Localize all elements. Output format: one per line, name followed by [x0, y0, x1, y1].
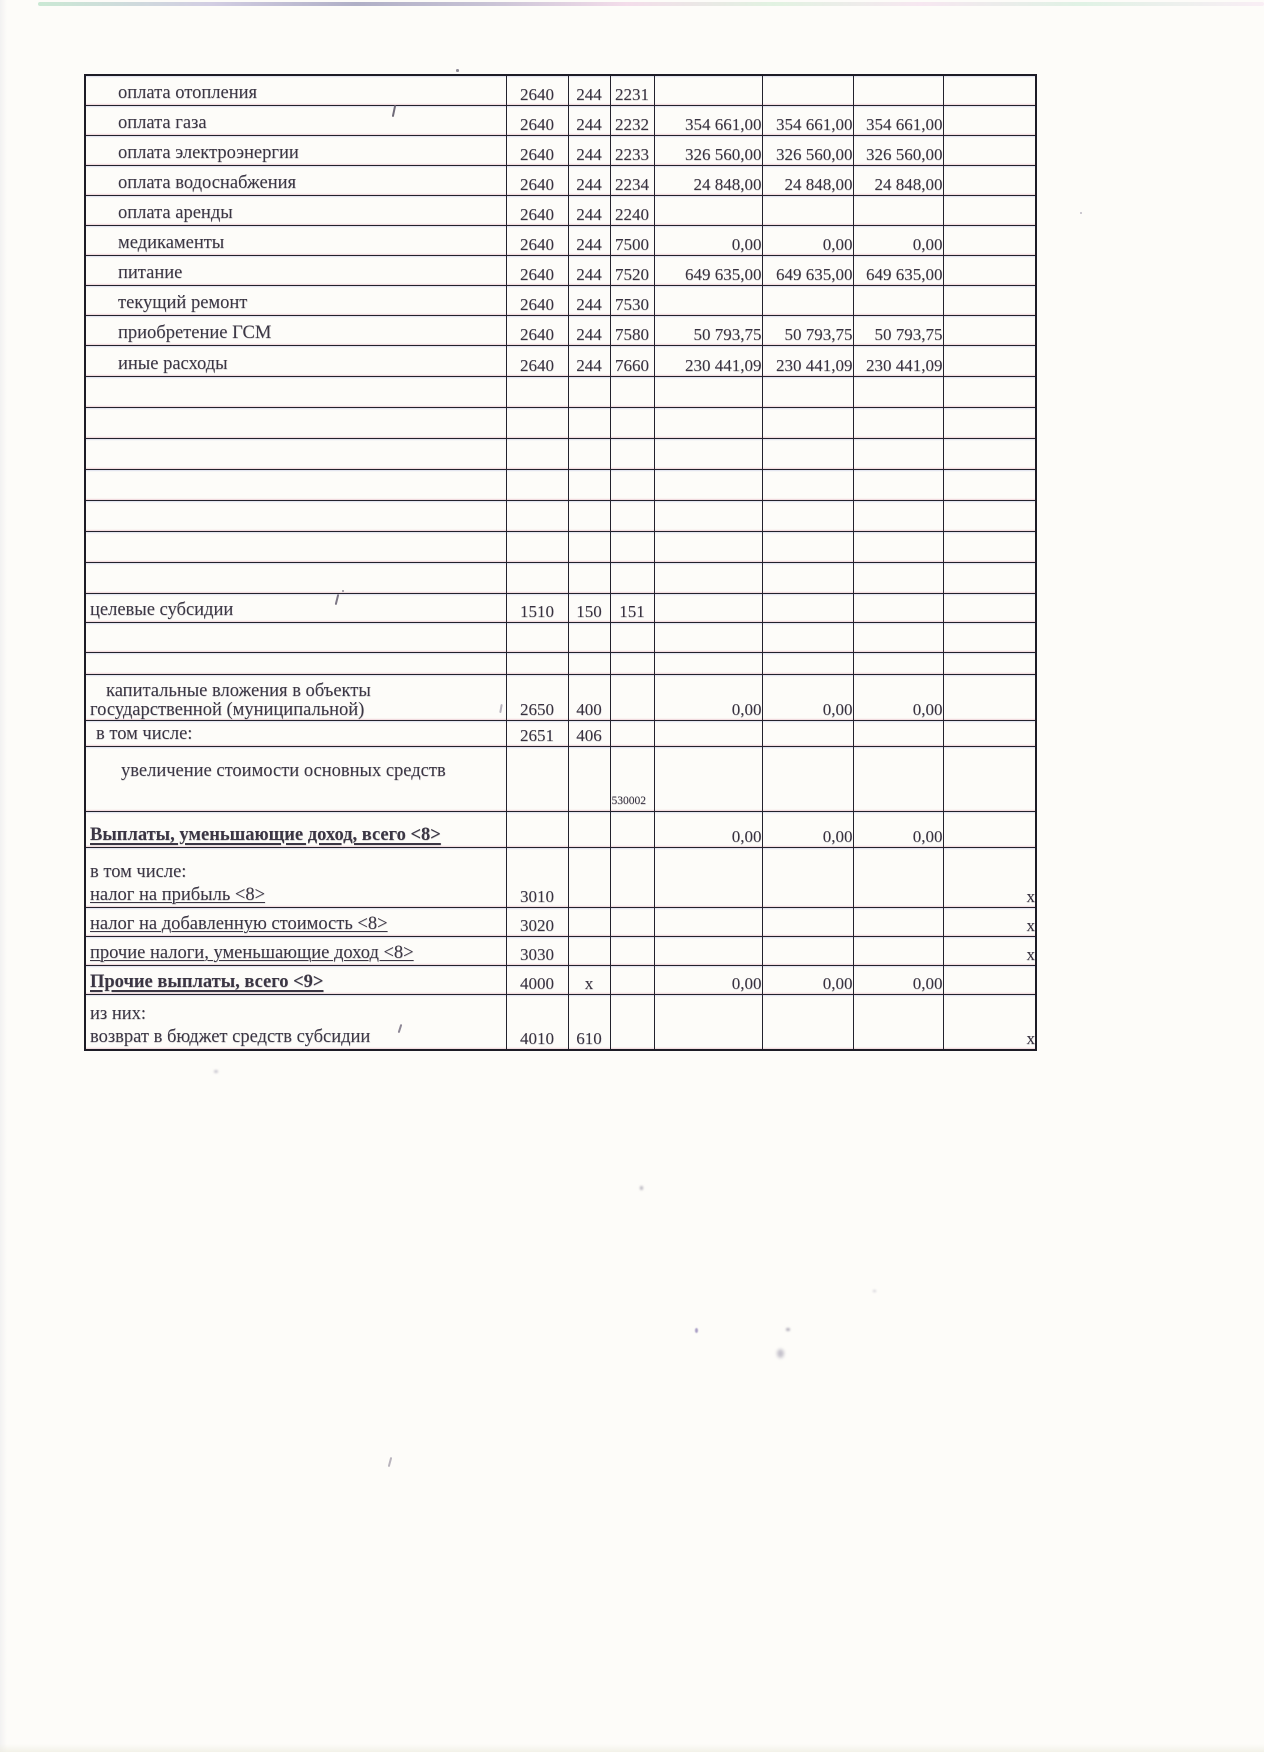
- row-label-cell: [85, 105, 506, 135]
- amount-cell: [853, 500, 943, 531]
- code-cell: 150: [568, 593, 610, 622]
- code-cell: [568, 936, 610, 965]
- row-label: оплата газа: [118, 112, 207, 133]
- code-cell: 4010: [506, 994, 568, 1050]
- code-cell: [506, 622, 568, 652]
- code-cell: 244: [568, 225, 610, 255]
- row-label: Выплаты, уменьшающие доход, всего <8>: [90, 824, 441, 845]
- table-row: [85, 746, 1036, 811]
- code-cell: [610, 994, 654, 1050]
- code-cell: 2640: [506, 285, 568, 315]
- code-cell: 2231: [610, 75, 654, 105]
- code-cell: 7580: [610, 315, 654, 345]
- flag-cell: [943, 500, 1036, 531]
- amount-cell: [853, 531, 943, 562]
- row-label-cell: [85, 376, 506, 407]
- row-label: оплата аренды: [118, 202, 233, 223]
- amount-cell: [853, 438, 943, 469]
- row-label-cell: [85, 847, 506, 907]
- amount-cell: [853, 195, 943, 225]
- amount-cell: [654, 720, 762, 746]
- code-cell: [506, 811, 568, 847]
- amount-cell: [762, 936, 853, 965]
- amount-cell: [654, 847, 762, 907]
- flag-cell: [943, 531, 1036, 562]
- amount-cell: 326 560,00: [654, 135, 762, 165]
- table-row: [85, 438, 1036, 469]
- table-row: [85, 936, 1036, 965]
- amount-cell: [853, 469, 943, 500]
- code-cell: [506, 531, 568, 562]
- amount-cell: 0,00: [853, 965, 943, 994]
- amount-cell: [654, 562, 762, 593]
- flag-cell: [943, 105, 1036, 135]
- code-cell: [568, 376, 610, 407]
- code-cell: [506, 376, 568, 407]
- table-row: [85, 593, 1036, 622]
- amount-cell: [762, 500, 853, 531]
- code-cell: [506, 746, 568, 811]
- amount-cell: [853, 407, 943, 438]
- code-cell: 244: [568, 345, 610, 376]
- amount-cell: 230 441,09: [762, 345, 853, 376]
- row-label-cell: [85, 345, 506, 376]
- amount-cell: 0,00: [654, 965, 762, 994]
- amount-cell: 0,00: [853, 811, 943, 847]
- code-cell: 400: [568, 674, 610, 720]
- amount-cell: [853, 376, 943, 407]
- amount-cell: 354 661,00: [654, 105, 762, 135]
- row-label-cell: [85, 965, 506, 994]
- code-cell: x: [568, 965, 610, 994]
- code-cell: [568, 622, 610, 652]
- amount-cell: [654, 500, 762, 531]
- code-cell: 244: [568, 255, 610, 285]
- code-cell: 2640: [506, 135, 568, 165]
- amount-cell: [853, 847, 943, 907]
- amount-cell: [853, 907, 943, 936]
- amount-cell: 50 793,75: [853, 315, 943, 345]
- amount-cell: [762, 907, 853, 936]
- code-cell: [506, 500, 568, 531]
- flag-cell: x: [943, 847, 1036, 907]
- row-label: капитальные вложения в объекты: [106, 680, 371, 701]
- amount-cell: 0,00: [762, 225, 853, 255]
- amount-cell: [762, 531, 853, 562]
- amount-cell: [762, 746, 853, 811]
- amount-cell: [762, 285, 853, 315]
- amount-cell: [762, 847, 853, 907]
- table-row: [85, 622, 1036, 652]
- table-row: [85, 315, 1036, 345]
- amount-cell: [762, 376, 853, 407]
- row-label: текущий ремонт: [118, 292, 248, 313]
- flag-cell: [943, 225, 1036, 255]
- amount-cell: [853, 562, 943, 593]
- amount-cell: [853, 285, 943, 315]
- code-cell: [610, 376, 654, 407]
- scan-speck: [640, 1186, 643, 1190]
- code-cell: 244: [568, 165, 610, 195]
- amount-cell: [762, 593, 853, 622]
- amount-cell: [762, 469, 853, 500]
- code-cell: 2640: [506, 75, 568, 105]
- code-cell: 7500: [610, 225, 654, 255]
- amount-cell: 24 848,00: [853, 165, 943, 195]
- code-cell: 2640: [506, 165, 568, 195]
- flag-cell: [943, 652, 1036, 674]
- table-row: [85, 531, 1036, 562]
- flag-cell: [943, 720, 1036, 746]
- code-cell: [506, 562, 568, 593]
- table-row: [85, 652, 1036, 674]
- code-cell: [568, 531, 610, 562]
- code-cell: 2232: [610, 105, 654, 135]
- amount-cell: [853, 720, 943, 746]
- code-cell: [610, 907, 654, 936]
- table-row: [85, 75, 1036, 105]
- code-cell: 406: [568, 720, 610, 746]
- amount-cell: 0,00: [853, 674, 943, 720]
- amount-cell: 0,00: [654, 811, 762, 847]
- scan-speck: [214, 1070, 218, 1073]
- row-label-cell: [85, 165, 506, 195]
- table-row: [85, 811, 1036, 847]
- row-label-cell: [85, 652, 506, 674]
- code-cell: [568, 469, 610, 500]
- amount-cell: [654, 438, 762, 469]
- code-cell: [610, 720, 654, 746]
- amount-cell: [654, 407, 762, 438]
- code-cell: 244: [568, 315, 610, 345]
- code-cell: 2640: [506, 225, 568, 255]
- amount-cell: [654, 652, 762, 674]
- flag-cell: [943, 746, 1036, 811]
- row-label: прочие налоги, уменьшающие доход <8>: [90, 942, 414, 963]
- code-cell: 244: [568, 285, 610, 315]
- row-label-cell: [85, 531, 506, 562]
- row-label-cell: [85, 994, 506, 1050]
- table-row: [85, 500, 1036, 531]
- flag-cell: [943, 255, 1036, 285]
- flag-cell: [943, 407, 1036, 438]
- row-label-cell: [85, 811, 506, 847]
- amount-cell: 649 635,00: [654, 255, 762, 285]
- pen-mark: [388, 1457, 392, 1467]
- row-label: питание: [118, 262, 183, 283]
- row-label-cell: [85, 907, 506, 936]
- code-cell: [610, 652, 654, 674]
- amount-cell: 649 635,00: [853, 255, 943, 285]
- code-cell: 2240: [610, 195, 654, 225]
- row-label: иные расходы: [118, 353, 228, 374]
- amount-cell: [762, 407, 853, 438]
- row-label: оплата отопления: [118, 82, 258, 103]
- flag-cell: [943, 285, 1036, 315]
- row-label-cell: [85, 593, 506, 622]
- code-cell: [568, 907, 610, 936]
- scan-speck: [786, 1328, 790, 1331]
- table-row: [85, 105, 1036, 135]
- table-row: [85, 255, 1036, 285]
- row-label: оплата электроэнергии: [118, 142, 299, 163]
- row-label: возврат в бюджет средств субсидии: [90, 1027, 371, 1047]
- code-cell: 2640: [506, 345, 568, 376]
- code-cell: [568, 407, 610, 438]
- code-cell: 2640: [506, 195, 568, 225]
- amount-cell: [654, 195, 762, 225]
- flag-cell: x: [943, 994, 1036, 1050]
- row-label-cell: [85, 75, 506, 105]
- code-cell: [610, 562, 654, 593]
- amount-cell: 24 848,00: [762, 165, 853, 195]
- code-cell: [568, 562, 610, 593]
- code-cell: 1510: [506, 593, 568, 622]
- flag-cell: [943, 811, 1036, 847]
- row-label-cell: [85, 746, 506, 811]
- amount-cell: [762, 562, 853, 593]
- flag-cell: [943, 135, 1036, 165]
- code-cell: 3020: [506, 907, 568, 936]
- amount-cell: [853, 652, 943, 674]
- amount-cell: 326 560,00: [853, 135, 943, 165]
- flag-cell: [943, 315, 1036, 345]
- row-label: в том числе:: [90, 861, 187, 882]
- flag-cell: [943, 195, 1036, 225]
- code-cell: [610, 811, 654, 847]
- code-cell: [506, 652, 568, 674]
- code-cell: 7530: [610, 285, 654, 315]
- scan-artifact-bottom-edge: [0, 1744, 1264, 1752]
- row-label-cell: [85, 469, 506, 500]
- amount-cell: 0,00: [654, 225, 762, 255]
- flag-cell: [943, 165, 1036, 195]
- row-label-cell: [85, 285, 506, 315]
- scan-speck: [695, 1328, 698, 1333]
- code-cell: [610, 469, 654, 500]
- amount-cell: [654, 936, 762, 965]
- amount-cell: [853, 75, 943, 105]
- row-label: налог на прибыль <8>: [90, 884, 266, 905]
- table-row: [85, 469, 1036, 500]
- code-cell: 530002: [610, 746, 654, 811]
- row-label-cell: [85, 562, 506, 593]
- flag-cell: [943, 469, 1036, 500]
- scan-speck: [456, 69, 459, 72]
- row-label-cell: [85, 674, 506, 720]
- amount-cell: 50 793,75: [762, 315, 853, 345]
- code-cell: [568, 500, 610, 531]
- table-row: [85, 994, 1036, 1050]
- flag-cell: [943, 438, 1036, 469]
- amount-cell: 230 441,09: [853, 345, 943, 376]
- table-row: [85, 376, 1036, 407]
- row-label: приобретение ГСМ: [118, 322, 272, 343]
- table-row: [85, 225, 1036, 255]
- amount-cell: 230 441,09: [654, 345, 762, 376]
- code-cell: 7520: [610, 255, 654, 285]
- code-cell: 244: [568, 195, 610, 225]
- amount-cell: 354 661,00: [853, 105, 943, 135]
- amount-cell: [762, 438, 853, 469]
- amount-cell: [654, 75, 762, 105]
- code-cell: [610, 965, 654, 994]
- table-row: [85, 165, 1036, 195]
- amount-cell: 0,00: [762, 674, 853, 720]
- flag-cell: [943, 965, 1036, 994]
- code-cell: 3030: [506, 936, 568, 965]
- row-label: Прочие выплаты, всего <9>: [90, 971, 324, 992]
- amount-cell: [762, 195, 853, 225]
- code-cell: 244: [568, 105, 610, 135]
- amount-cell: [654, 994, 762, 1050]
- row-label-cell: [85, 315, 506, 345]
- flag-cell: [943, 376, 1036, 407]
- table-row: [85, 907, 1036, 936]
- amount-cell: 326 560,00: [762, 135, 853, 165]
- code-cell: 2651: [506, 720, 568, 746]
- table-row: [85, 965, 1036, 994]
- code-cell: [610, 407, 654, 438]
- flag-cell: [943, 75, 1036, 105]
- table-row: [85, 562, 1036, 593]
- amount-cell: [654, 746, 762, 811]
- flag-cell: [943, 593, 1036, 622]
- flag-cell: [943, 562, 1036, 593]
- amount-cell: [654, 907, 762, 936]
- code-cell: [610, 622, 654, 652]
- code-cell: 2640: [506, 315, 568, 345]
- code-cell: [610, 531, 654, 562]
- row-label: налог на добавленную стоимость <8>: [90, 913, 388, 934]
- table-row: [85, 135, 1036, 165]
- amount-cell: [654, 376, 762, 407]
- code-cell: [568, 847, 610, 907]
- code-cell: 244: [568, 75, 610, 105]
- amount-cell: 0,00: [654, 674, 762, 720]
- row-label-cell: [85, 255, 506, 285]
- code-cell: 2650: [506, 674, 568, 720]
- table-row: [85, 847, 1036, 907]
- amount-cell: [853, 593, 943, 622]
- amount-cell: [762, 720, 853, 746]
- row-label: медикаменты: [118, 232, 225, 253]
- amount-cell: 24 848,00: [654, 165, 762, 195]
- code-cell: [610, 500, 654, 531]
- code-cell: [568, 811, 610, 847]
- flag-cell: [943, 674, 1036, 720]
- code-cell: [610, 438, 654, 469]
- row-label-cell: [85, 407, 506, 438]
- scan-speck: [873, 1290, 876, 1292]
- row-label-cell: [85, 936, 506, 965]
- amount-cell: [762, 622, 853, 652]
- amount-cell: 50 793,75: [654, 315, 762, 345]
- code-cell: [568, 438, 610, 469]
- scan-speck: [342, 590, 344, 592]
- flag-cell: x: [943, 907, 1036, 936]
- table-row: [85, 720, 1036, 746]
- code-cell: 2234: [610, 165, 654, 195]
- scan-artifact-left-edge: [0, 0, 7, 1752]
- amount-cell: [654, 285, 762, 315]
- table-row: [85, 195, 1036, 225]
- amount-cell: [654, 593, 762, 622]
- row-label-cell: [85, 500, 506, 531]
- row-label-cell: [85, 438, 506, 469]
- amount-cell: 0,00: [762, 965, 853, 994]
- flag-cell: [943, 345, 1036, 376]
- amount-cell: [654, 622, 762, 652]
- amount-cell: [654, 469, 762, 500]
- amount-cell: [762, 652, 853, 674]
- table-row: [85, 407, 1036, 438]
- budget-table: [84, 74, 1037, 1051]
- amount-cell: [853, 622, 943, 652]
- table-row: [85, 674, 1036, 720]
- flag-cell: [943, 622, 1036, 652]
- scan-artifact-top-edge: [38, 2, 1264, 6]
- row-label: в том числе:: [96, 723, 193, 744]
- amount-cell: 0,00: [762, 811, 853, 847]
- row-label: из них:: [90, 1004, 147, 1024]
- row-label-cell: [85, 195, 506, 225]
- row-label-cell: [85, 622, 506, 652]
- flag-cell: x: [943, 936, 1036, 965]
- amount-cell: 649 635,00: [762, 255, 853, 285]
- code-cell: 4000: [506, 965, 568, 994]
- amount-cell: 0,00: [853, 225, 943, 255]
- row-label: целевые субсидии: [90, 599, 234, 620]
- amount-cell: [762, 994, 853, 1050]
- amount-cell: [762, 75, 853, 105]
- code-cell: [610, 847, 654, 907]
- code-cell: [610, 674, 654, 720]
- code-cell: [506, 407, 568, 438]
- table-row: [85, 345, 1036, 376]
- code-cell: [568, 746, 610, 811]
- code-cell: [568, 652, 610, 674]
- amount-cell: [853, 994, 943, 1050]
- scan-speck: [777, 1349, 784, 1358]
- code-cell: [610, 936, 654, 965]
- amount-cell: [853, 746, 943, 811]
- code-cell: 610: [568, 994, 610, 1050]
- row-label-cell: [85, 135, 506, 165]
- scan-speck: [1080, 212, 1082, 214]
- row-label-cell: [85, 720, 506, 746]
- amount-cell: [654, 531, 762, 562]
- code-cell: 244: [568, 135, 610, 165]
- table-row: [85, 285, 1036, 315]
- code-cell: 7660: [610, 345, 654, 376]
- code-cell: 2233: [610, 135, 654, 165]
- row-label: увеличение стоимости основных средств: [121, 761, 446, 781]
- code-cell: 151: [610, 593, 654, 622]
- code-cell: 2640: [506, 105, 568, 135]
- code-cell: 3010: [506, 847, 568, 907]
- row-label: государственной (муниципальной): [90, 699, 365, 720]
- code-cell: [506, 469, 568, 500]
- amount-cell: 354 661,00: [762, 105, 853, 135]
- row-label-cell: [85, 225, 506, 255]
- row-label: оплата водоснабжения: [118, 172, 297, 193]
- amount-cell: [853, 936, 943, 965]
- code-cell: 2640: [506, 255, 568, 285]
- code-cell: [506, 438, 568, 469]
